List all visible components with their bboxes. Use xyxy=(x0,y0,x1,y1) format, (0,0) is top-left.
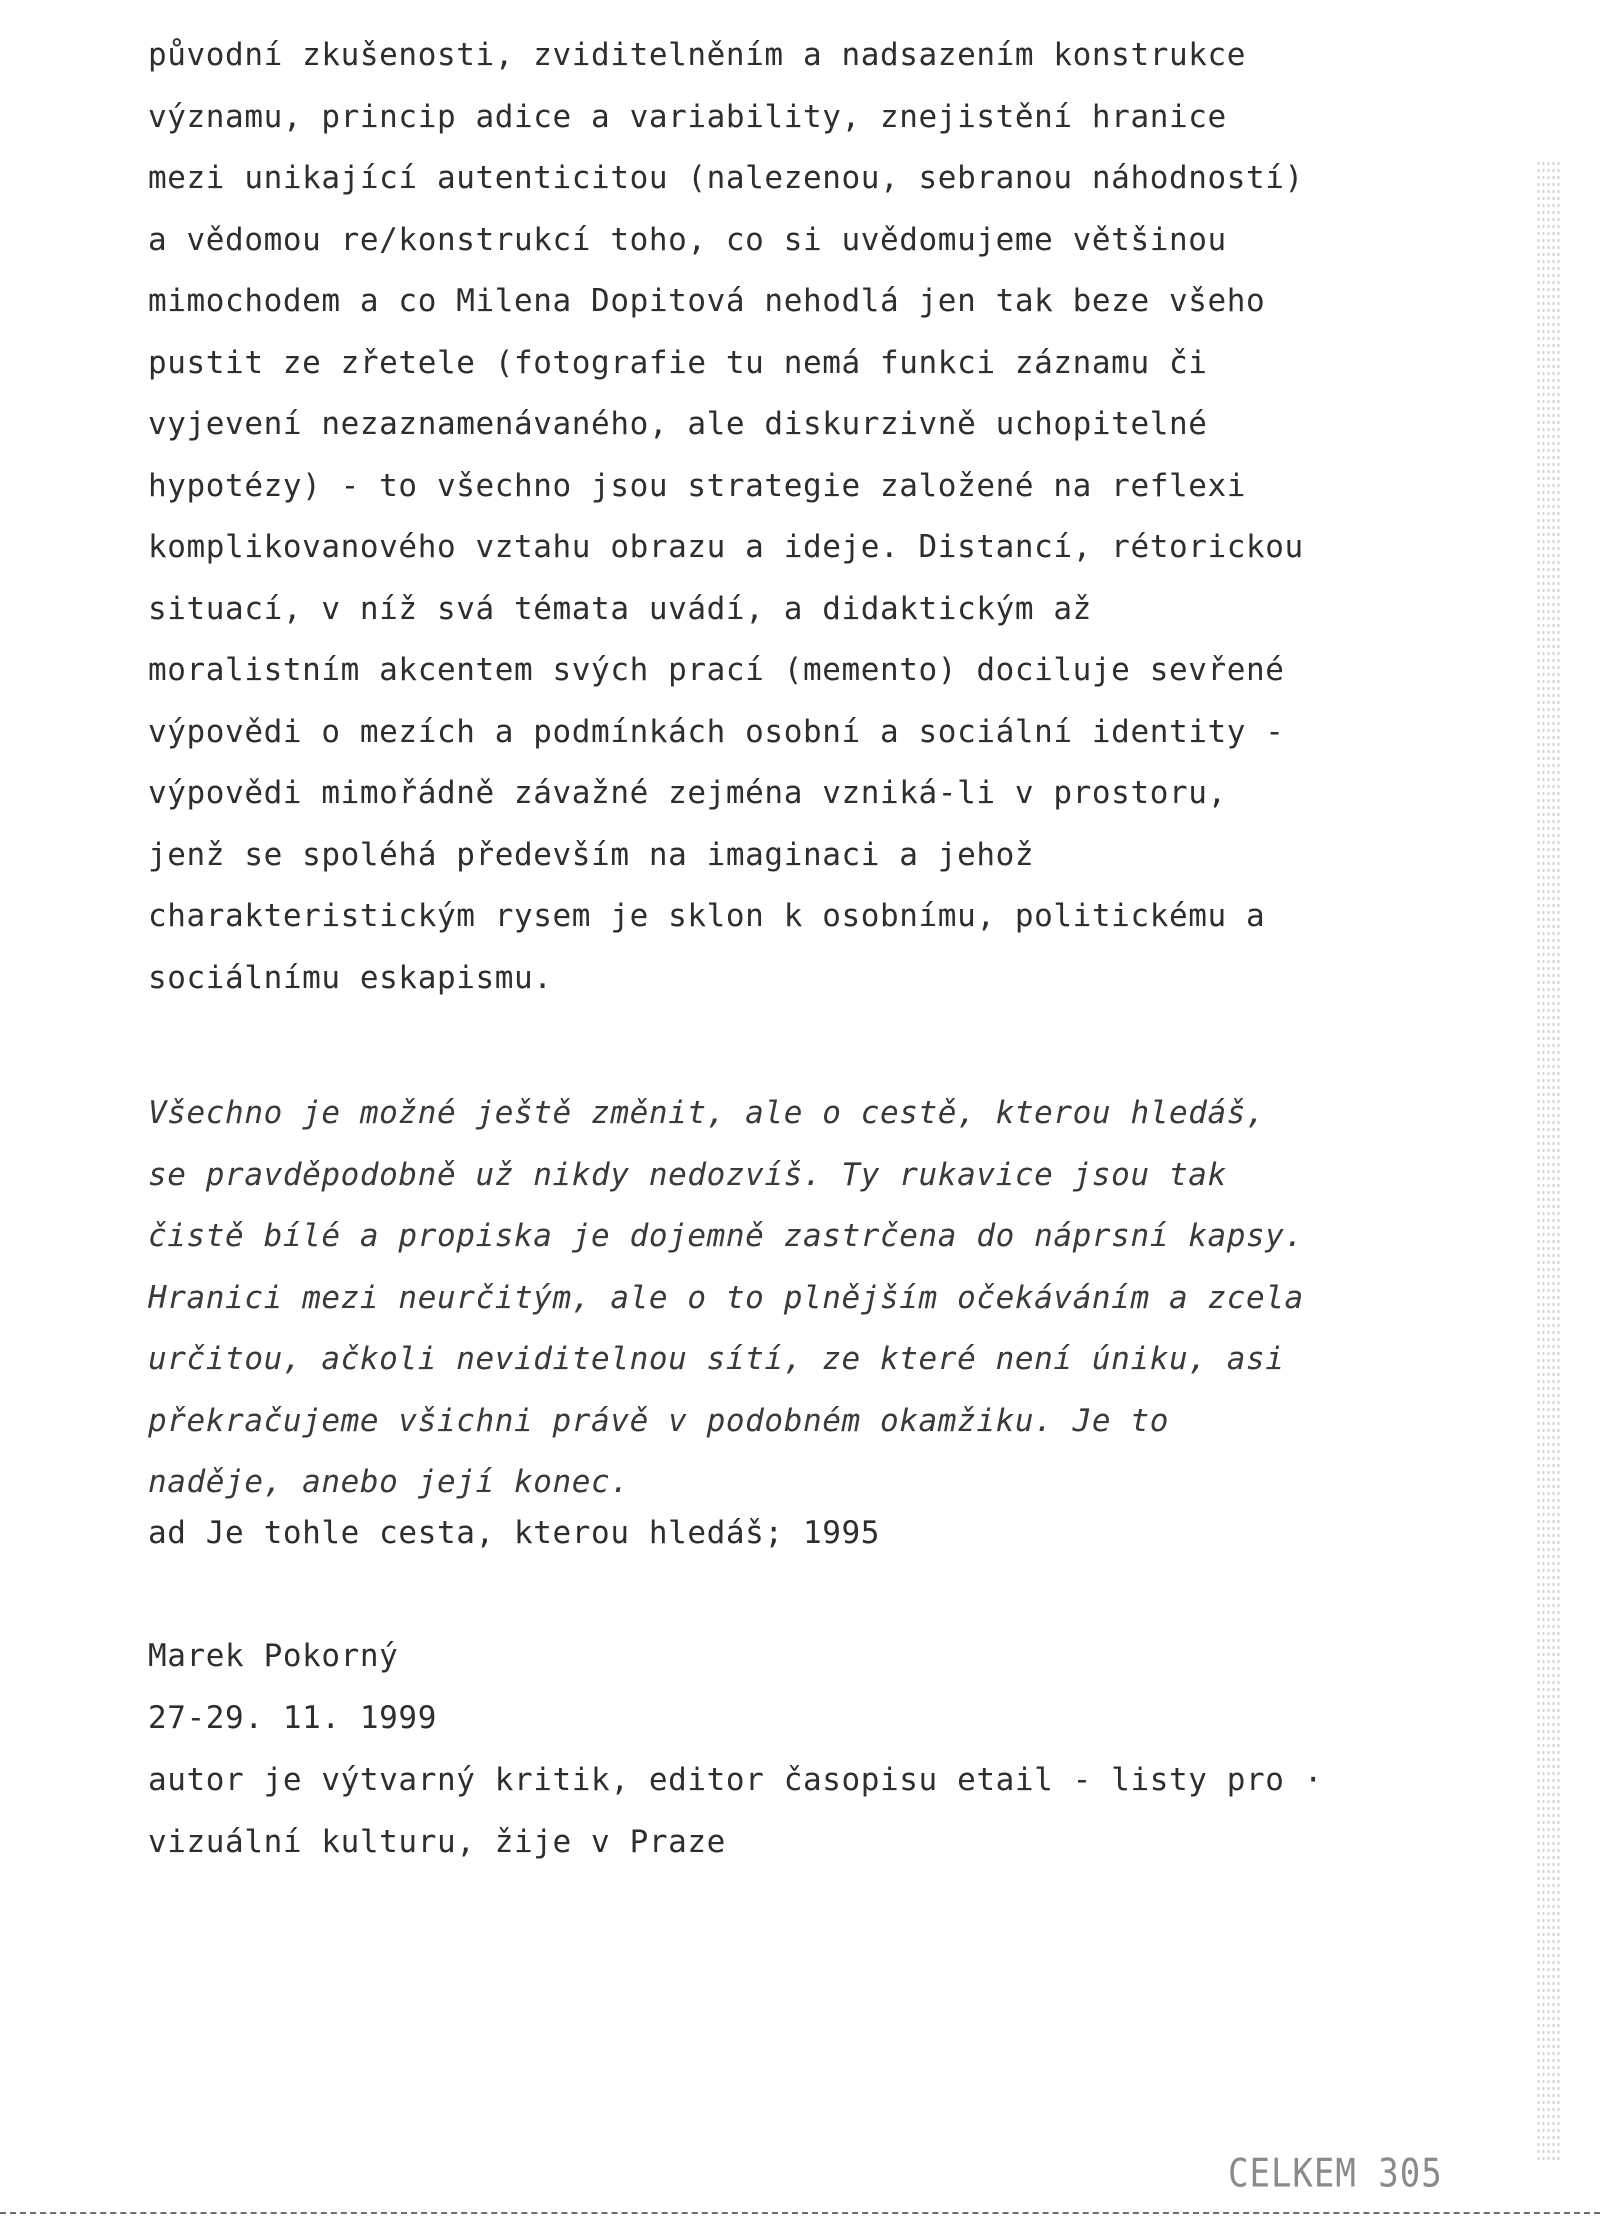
italic-quote xyxy=(148,1083,1388,1514)
author-name: Marek Pokorný xyxy=(148,1638,399,1674)
signature-date: 27-29. 11. 1999 xyxy=(148,1700,437,1736)
quote-line: překračujeme všichni právě v podobném okamžiku. Je to xyxy=(148,1402,1169,1439)
text-line: mimochodem a co Milena Dopitová nehodlá jen tak beze všeho xyxy=(148,283,1266,319)
perforation-divider xyxy=(0,2212,1600,2214)
text-line: situací, v níž svá témata uvádí, a didaktickým až xyxy=(148,590,1092,627)
quote-line: Všechno je možné ještě změnit, ale o cestě, kterou hledáš, xyxy=(148,1095,1266,1131)
quote-line: Hranici mezi neurčitým, ale o to plnějším očekáváním a zcela xyxy=(148,1279,1304,1316)
work-caption xyxy=(148,1502,1388,1564)
text-line: sociálnímu eskapismu. xyxy=(148,959,553,996)
text-line: komplikovanového vztahu obrazu a ideje. Distancí, rétorickou xyxy=(148,529,1304,565)
text-line: a vědomou re/konstrukcí toho, co si uvědomujeme většinou xyxy=(148,221,1227,258)
text-line: mezi unikající autenticitou (nalezenou, sebranou náhodností) xyxy=(148,160,1304,196)
quote-line: určitou, ačkoli neviditelnou sítí, ze které není úniku, asi xyxy=(148,1341,1285,1377)
caption-text: ad Je tohle cesta, kterou hledáš; 1995 xyxy=(148,1515,881,1551)
author-signature xyxy=(148,1625,1388,1873)
quote-line: čistě bílé a propiska je dojemně zastrčena do náprsní kapsy. xyxy=(148,1218,1304,1254)
body-paragraph xyxy=(148,25,1388,1009)
author-bio-line: vizuální kulturu, žije v Praze xyxy=(148,1824,726,1860)
text-line: vyjevení nezaznamenávaného, ale diskurzivně uchopitelné xyxy=(148,406,1208,442)
text-line: hypotézy) - to všechno jsou strategie založené na reflexi xyxy=(148,467,1247,504)
text-line: pustit ze zřetele (fotografie tu nemá funkci záznamu či xyxy=(148,344,1208,381)
text-line: výpovědi mimořádně závažné zejména vzniká-li v prostoru, xyxy=(148,775,1227,811)
page-total-stamp: CELKEM 305 xyxy=(1228,2151,1443,2197)
text-line: moralistním akcentem svých prací (memento) dociluje sevřené xyxy=(148,652,1285,688)
author-bio-line: autor je výtvarný kritik, editor časopisu etail - listy pro · xyxy=(148,1762,1324,1798)
quote-line: se pravděpodobně už nikdy nedozvíš. Ty rukavice jsou tak xyxy=(148,1156,1227,1193)
text-line: charakteristickým rysem je sklon k osobnímu, politickému a xyxy=(148,898,1266,934)
scan-noise-edge xyxy=(1536,160,1562,2160)
quote-line: naděje, anebo její konec. xyxy=(148,1464,630,1500)
text-line: jenž se spoléhá především na imaginaci a jehož xyxy=(148,836,1035,873)
text-line: původní zkušenosti, zviditelněním a nadsazením konstrukce xyxy=(148,37,1247,73)
text-line: výpovědi o mezích a podmínkách osobní a sociální identity - xyxy=(148,713,1285,750)
text-line: významu, princip adice a variability, znejistění hranice xyxy=(148,98,1227,135)
